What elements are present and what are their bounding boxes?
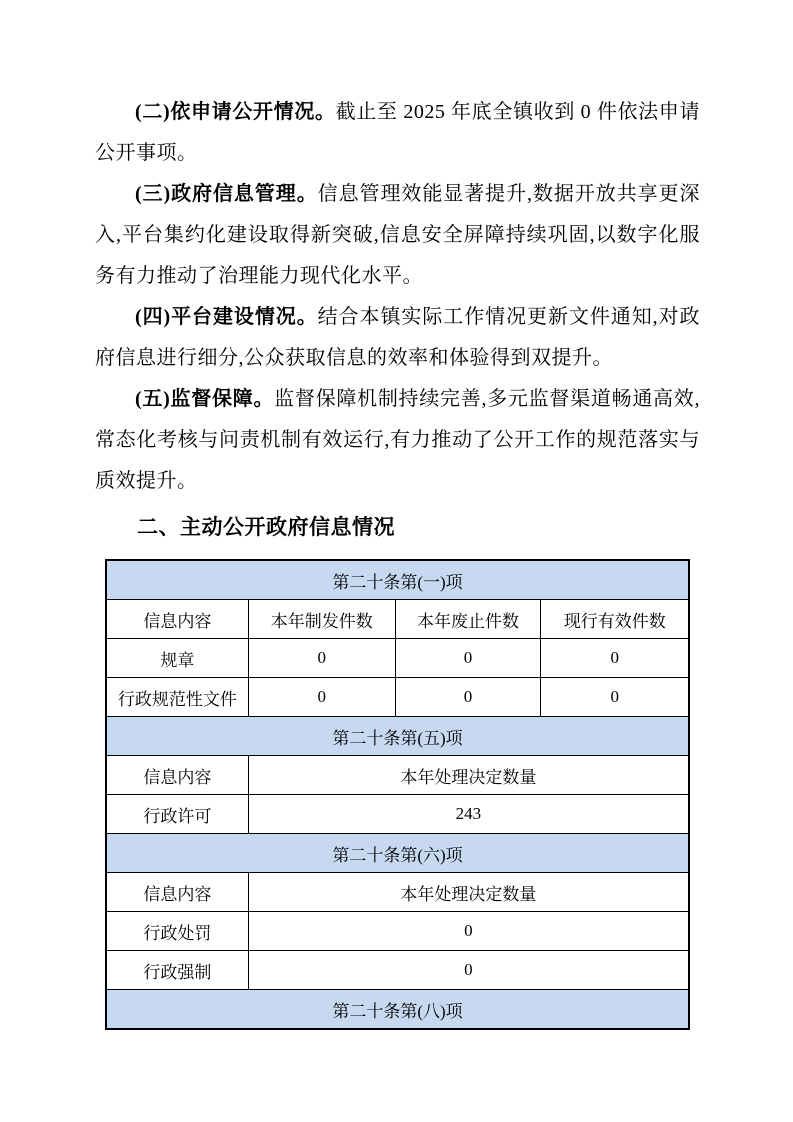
paragraph: [95, 174, 700, 297]
table-row: [106, 639, 689, 678]
section-heading: 二、主动公开政府信息情况: [137, 516, 395, 539]
table-header-row: [106, 873, 689, 912]
table-band-label: 第二十条第(五)项: [106, 717, 689, 756]
table-header-row: [106, 600, 689, 639]
paragraph-text: 监督保障机制持续完善,多元监督渠道畅通高效,常态化考核与问责机制有效运行,有力推动了公开工作的规范落实与质效提升。: [95, 388, 701, 492]
table-band-row: [106, 560, 689, 600]
table-column-header: 信息内容: [106, 873, 248, 912]
table-band-row: [106, 834, 689, 873]
table-header-row: [106, 756, 689, 795]
table-band-label: 第二十条第(八)项: [106, 990, 689, 1030]
table-cell: 0: [248, 678, 395, 717]
table-row: [106, 795, 689, 834]
paragraph: [95, 297, 700, 379]
table-cell: 0: [248, 912, 689, 951]
table-column-header: 信息内容: [106, 756, 248, 795]
table-band-row: [106, 990, 689, 1030]
paragraph: [95, 379, 700, 502]
paragraph-lead: (三)政府信息管理。: [135, 183, 318, 205]
table-cell: 行政强制: [106, 951, 248, 990]
table-cell: 0: [248, 951, 689, 990]
table-band-label: 第二十条第(六)项: [106, 834, 689, 873]
table-cell: 行政许可: [106, 795, 248, 834]
table-cell: 规章: [106, 639, 248, 678]
table-cell: 243: [248, 795, 689, 834]
table-column-header: 现行有效件数: [541, 600, 689, 639]
table-row: [106, 678, 689, 717]
table-column-header: 本年制发件数: [248, 600, 395, 639]
paragraph-lead: (四)平台建设情况。: [135, 306, 318, 328]
table-column-header: 本年处理决定数量: [248, 873, 689, 912]
table-column-header: 本年废止件数: [395, 600, 541, 639]
table-cell: 0: [541, 678, 689, 717]
paragraph-text: 信息管理效能显著提升,数据开放共享更深入,平台集约化建设取得新突破,信息安全屏障持续巩固,以数字化服务有力推动了治理能力现代化水平。: [95, 183, 700, 287]
info-disclosure-table: [105, 559, 690, 1030]
paragraph-text: 结合本镇实际工作情况更新文件通知,对政府信息进行细分,公众获取信息的效率和体验得到双提升。: [95, 306, 700, 369]
table-cell: 行政处罚: [106, 912, 248, 951]
table-cell: 0: [395, 678, 541, 717]
body-paragraphs: [95, 92, 700, 502]
table-column-header: 信息内容: [106, 600, 248, 639]
table-cell: 0: [248, 639, 395, 678]
paragraph-lead: (二)依申请公开情况。: [135, 101, 336, 123]
table-row: [106, 951, 689, 990]
paragraph: [95, 92, 700, 174]
table-band-row: [106, 717, 689, 756]
table-cell: 0: [541, 639, 689, 678]
table-row: [106, 912, 689, 951]
table-cell: 0: [395, 639, 541, 678]
table-band-label: 第二十条第(一)项: [106, 560, 689, 600]
paragraph-text: 截止至 2025 年底全镇收到 0 件依法申请公开事项。: [95, 101, 700, 164]
table-column-header: 本年处理决定数量: [248, 756, 689, 795]
paragraph-lead: (五)监督保障。: [135, 388, 275, 410]
table-cell: 行政规范性文件: [106, 678, 248, 717]
